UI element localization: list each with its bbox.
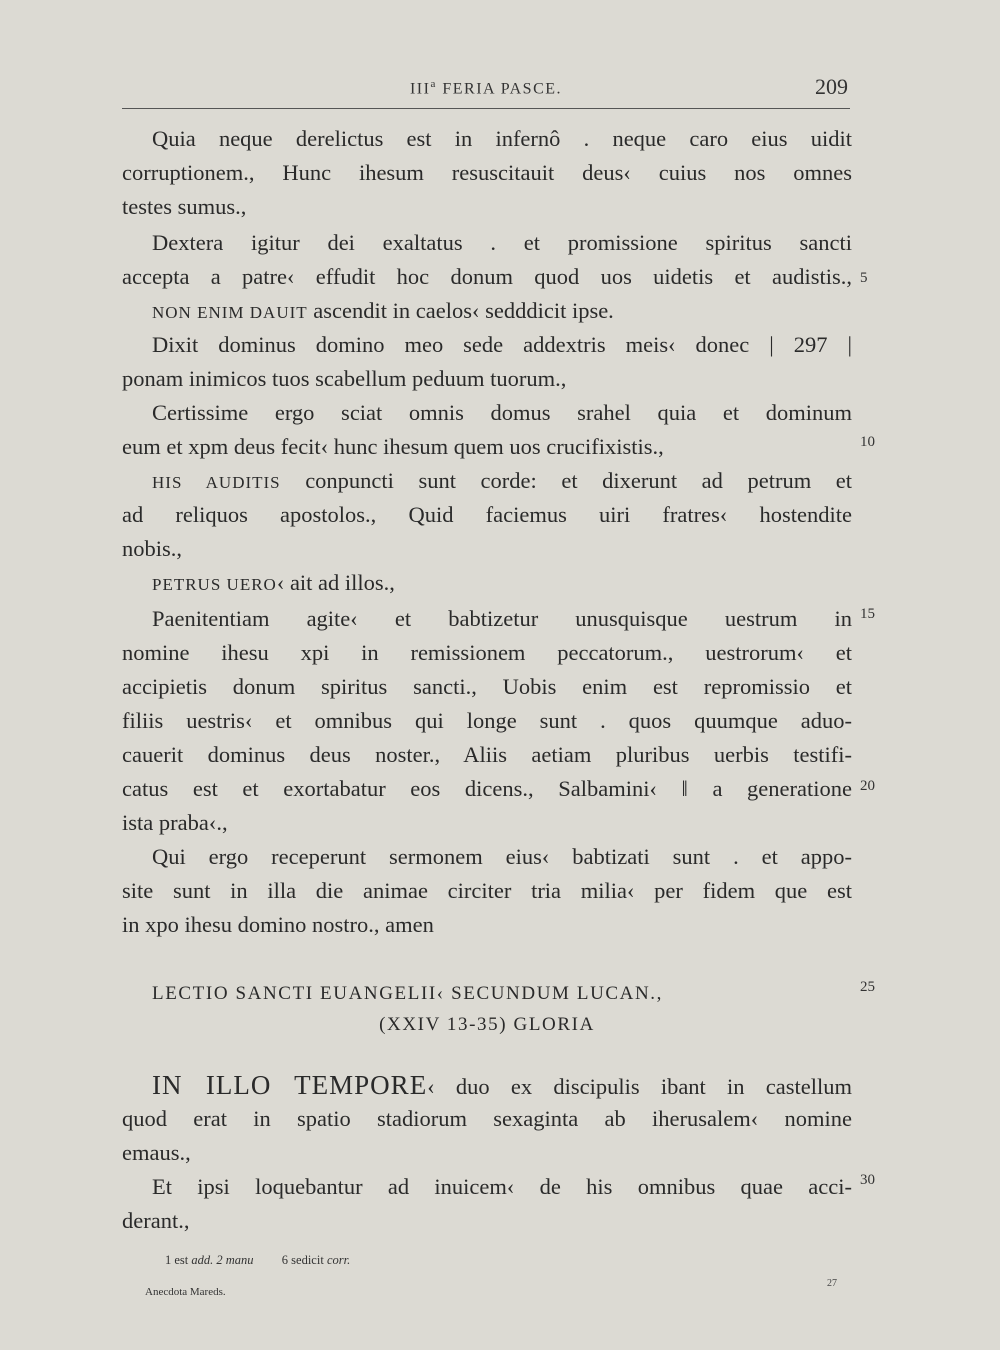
text-line: ista praba‹., (122, 810, 228, 835)
text-line: Et ipsi loquebantur ad inuicem‹ de his omnibus quae acci- (152, 1174, 852, 1199)
text-line: quod erat in spatio stadiorum sexaginta ab iherusalem‹ nomine (122, 1106, 852, 1131)
text-line: derant., (122, 1208, 190, 1233)
text-line: NON ENIM DAUIT ascendit in caelos‹ sedddicit ipse. (152, 298, 614, 323)
line-number: 10 (860, 434, 875, 450)
line-number: 20 (860, 778, 875, 794)
text-line: ad reliquos apostolos., Quid faciemus uiri fratres‹ hostendite (122, 502, 852, 527)
text-line: emaus., (122, 1140, 191, 1165)
text-line: Qui ergo receperunt sermonem eius‹ babtizati sunt . et appo- (152, 844, 852, 869)
text-line: accipietis donum spiritus sancti., Uobis enim est repromissio et (122, 674, 852, 699)
text-line: corruptionem., Hunc ihesum resuscitauit deus‹ cuius nos omnes (122, 160, 852, 185)
text-line: filiis uestris‹ et omnibus qui longe sunt . quos quumque aduo- (122, 708, 852, 733)
text-line: nomine ihesu xpi in remissionem peccatorum., uestrorum‹ et (122, 640, 852, 665)
text-line: in xpo ihesu domino nostro., amen (122, 912, 434, 937)
text-line: Dixit dominus domino meo sede addextris meis‹ donec | 297 | (152, 332, 852, 357)
lection-heading-reference: (XXIV 13-35) GLORIA (379, 1014, 595, 1035)
text-line: testes sumus., (122, 194, 247, 219)
page-header (122, 74, 850, 109)
text-line: Certissime ergo sciat omnis domus srahel quia et dominum (152, 400, 852, 425)
small-caps-incipit: PETRUS UERO (152, 575, 277, 594)
text-line: ponam inimicos tuos scabellum peduum tuorum., (122, 366, 567, 391)
line-number: 25 (860, 979, 875, 995)
text-line: site sunt in illa die animae circiter tria milia‹ per fidem que est (122, 878, 852, 903)
lection-heading: LECTIO SANCTI EUANGELII‹ SECUNDUM LUCAN., (152, 983, 664, 1004)
small-caps-incipit: HIS AUDITIS (152, 473, 281, 492)
text-line: HIS AUDITIS conpuncti sunt corde: et dixerunt ad petrum et (152, 468, 852, 493)
text-line: Paenitentiam agite‹ et babtizetur unusquisque uestrum in (152, 606, 852, 631)
text-line: Dextera igitur dei exaltatus . et promissione spiritus sancti (152, 230, 852, 255)
signature-mark: 27 (827, 1278, 837, 1289)
line-number: 30 (860, 1172, 875, 1188)
footnotes: 1 est add. 2 manu 6 sedicit corr. (165, 1253, 351, 1267)
text-line: PETRUS UERO‹ ait ad illos., (152, 570, 395, 595)
text-line: IN ILLO TEMPORE‹ duo ex discipulis ibant in castellum (152, 1070, 852, 1100)
running-head: III$^a$ FERIA PASCE. (409, 78, 563, 98)
small-caps-incipit: NON ENIM DAUIT (152, 303, 308, 322)
text-line: catus est et exortabatur eos dicens., Salbamini‹ ‖ a generatione (122, 776, 852, 801)
text-line: cauerit dominus deus noster., Aliis aetiam pluribus uerbis testifi- (122, 742, 852, 767)
text-line: nobis., (122, 536, 183, 561)
gospel-incipit: IN ILLO TEMPORE (152, 1070, 428, 1100)
line-number: 5 (860, 270, 868, 286)
text-line: Quia neque derelictus est in infernô . neque caro eius uidit (152, 126, 852, 151)
line-number: 15 (860, 606, 875, 622)
text-line: eum et xpm deus fecit‹ hunc ihesum quem uos crucifixistis., (122, 434, 664, 459)
page-number: 209 (815, 74, 848, 99)
imprint: Anecdota Mareds. (145, 1286, 226, 1298)
text-line: accepta a patre‹ effudit hoc donum quod uos uidetis et audistis., (122, 264, 852, 289)
